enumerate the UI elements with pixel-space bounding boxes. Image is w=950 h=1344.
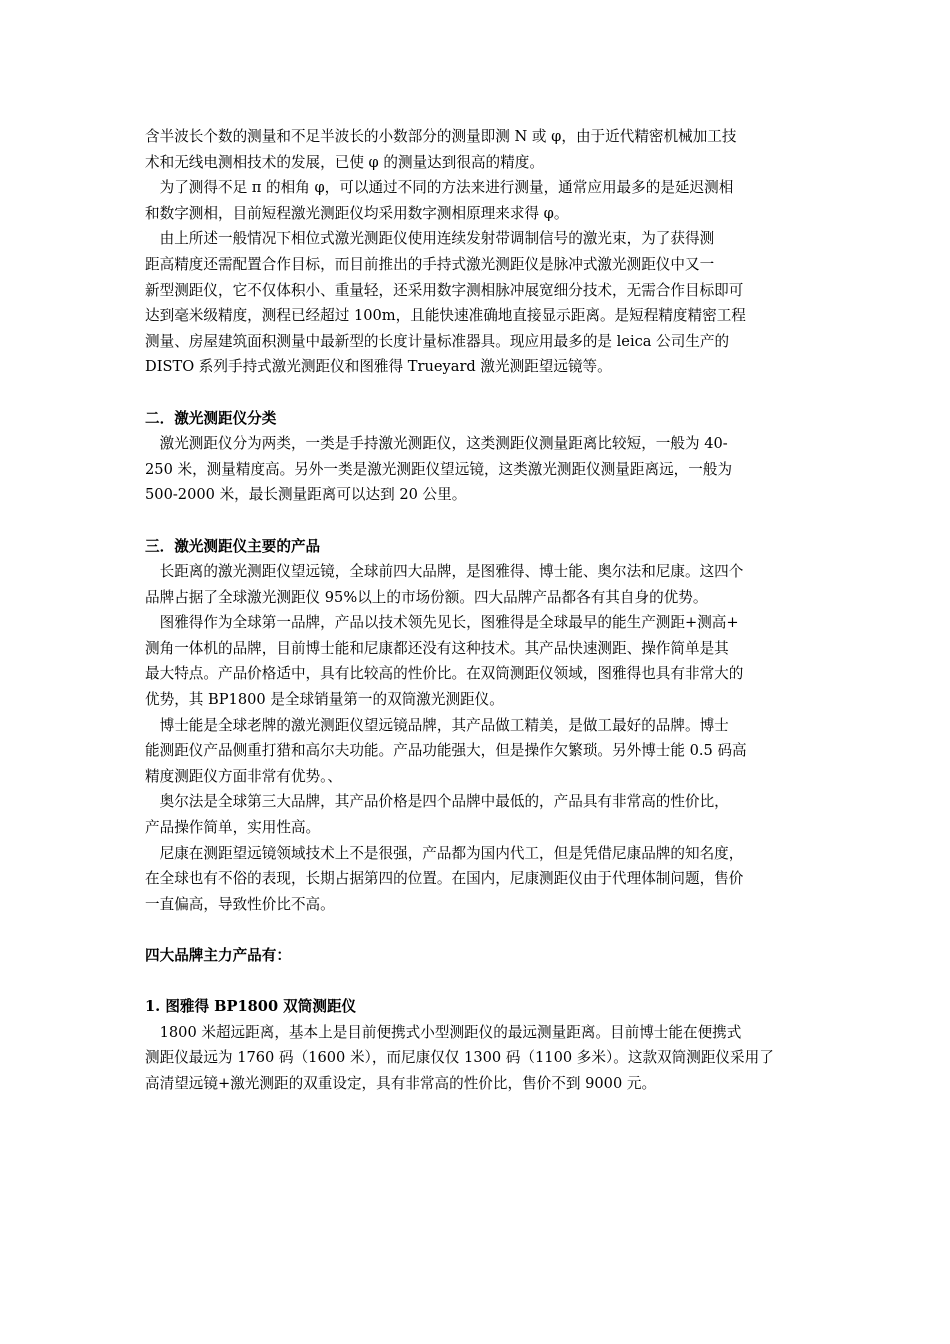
- blank-line: [145, 508, 807, 534]
- text-line: 500-2000 米，最长测量距离可以达到 20 公里。: [145, 486, 467, 504]
- text-line: 和数字测相，目前短程激光测距仪均采用数字测相原理来求得 φ。: [145, 204, 569, 222]
- text-line: 高清望远镜+激光测距的双重设定，具有非常高的性价比，售价不到 9000 元。: [145, 1074, 657, 1092]
- text-line: 新型测距仪，它不仅体积小、重量轻，还采用数字测相脉冲展宽细分技术，无需合作目标即可: [145, 281, 744, 299]
- text-line: 含半波长个数的测量和不足半波长的小数部分的测量即测 N 或 φ，由于近代精密机械加工技: [145, 128, 737, 145]
- text-line: 由上所述一般情况下相位式激光测距仪使用连续发射带调制信号的激光束，为了获得测: [145, 230, 715, 248]
- text-line: 长距离的激光测距仪望远镜，全球前四大品牌，是图雅得、博士能、奥尔法和尼康。这四个: [145, 563, 744, 581]
- text-line: 博士能是全球老牌的激光测距仪望远镜品牌，其产品做工精美，是做工最好的品牌。博士: [145, 716, 729, 734]
- text-line: 一直偏高，导致性价比不高。: [145, 895, 335, 913]
- text-line: 测角一体机的品牌，目前博士能和尼康都还没有这种技术。其产品快速测距、操作简单是其: [145, 639, 729, 657]
- text-line: 测量、房屋建筑面积测量中最新型的长度计量标准器具。现应用最多的是 leica 公司生产的: [145, 332, 730, 350]
- text-line: 术和无线电测相技术的发展，已使 φ 的测量达到很高的精度。: [145, 153, 544, 171]
- text-line: DISTO 系列手持式激光测距仪和图雅得 Trueyard 激光测距望远镜等。: [145, 358, 612, 376]
- text-line: 图雅得作为全球第一品牌，产品以技术领先见长，图雅得是全球最早的能生产测距+测高+: [145, 614, 739, 632]
- blank-line: [145, 917, 807, 943]
- text-line: 激光测距仪分为两类，一类是手持激光测距仪，这类测距仪测量距离比较短，一般为 40-: [145, 435, 728, 453]
- text-line: 在全球也有不俗的表现，长期占据第四的位置。在国内，尼康测距仪由于代理体制问题，售价: [145, 870, 744, 888]
- blank-line: [145, 969, 807, 995]
- blank-line: [145, 380, 807, 406]
- text-line: 品牌占据了全球激光测距仪 95%以上的市场份额。四大品牌产品都各有其自身的优势。: [145, 588, 708, 606]
- section-heading: 四大品牌主力产品有：: [145, 947, 291, 964]
- text-line: 距高精度还需配置合作目标，而目前推出的手持式激光测距仪是脉冲式激光测距仪中又一: [145, 255, 715, 273]
- text-line: 最大特点。产品价格适中，具有比较高的性价比。在双筒测距仪领域，图雅得也具有非常大的: [145, 665, 744, 683]
- text-line: 奥尔法是全球第三大品牌，其产品价格是四个品牌中最低的，产品具有非常高的性价比，: [145, 793, 729, 811]
- section-heading: 1. 图雅得 BP1800 双筒测距仪: [145, 998, 357, 1016]
- document-body: [145, 124, 807, 1097]
- text-line: 达到毫米级精度，测程已经超过 100m，且能快速准确地直接显示距离。是短程精度精密工程: [145, 307, 746, 325]
- text-line: 能测距仪产品侧重打猎和高尔夫功能。产品功能强大，但是操作欠繁琐。另外博士能 0.5 码高: [145, 742, 747, 760]
- text-line: 250 米，测量精度高。另外一类是激光测距仪望远镜，这类激光测距仪测量距离远，一般为: [145, 460, 733, 478]
- section-heading: 二．激光测距仪分类: [145, 409, 277, 427]
- text-line: 1800 米超远距离，基本上是目前便携式小型测距仪的最远测量距离。目前博士能在便携式: [145, 1023, 742, 1041]
- section-heading: 三．激光测距仪主要的产品: [145, 537, 321, 555]
- text-line: 测距仪最远为 1760 码（1600 米），而尼康仅仅 1300 码（1100 多米）。这款双筒测距仪采用了: [145, 1049, 774, 1067]
- text-line: 尼康在测距望远镜领域技术上不是很强，产品都为国内代工，但是凭借尼康品牌的知名度，: [145, 844, 744, 862]
- text-line: 为了测得不足 π 的相角 φ，可以通过不同的方法来进行测量，通常应用最多的是延迟测相: [145, 179, 734, 197]
- text-line: 精度测距仪方面非常有优势。、: [145, 767, 343, 785]
- text-line: 产品操作简单，实用性高。: [145, 819, 321, 837]
- text-line: 优势，其 BP1800 是全球销量第一的双筒激光测距仪。: [145, 691, 504, 709]
